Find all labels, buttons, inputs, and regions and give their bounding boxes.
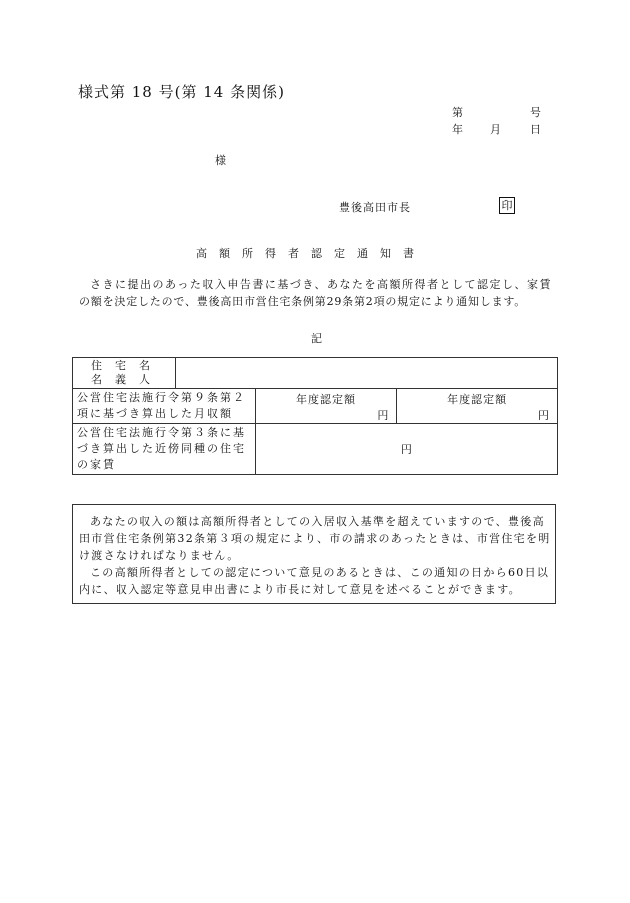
income-label-line-2: 項に基づき算出した月収額 xyxy=(77,407,233,420)
income-label xyxy=(73,389,256,424)
addressee-suffix: 様 xyxy=(215,154,226,167)
rent-label-line-2: づき算出した近傍同種の住宅 xyxy=(77,442,246,455)
rent-yen-unit: 円 xyxy=(255,424,557,475)
notice-box xyxy=(72,504,556,604)
date-day: 日 xyxy=(530,123,541,136)
holder-name-label: 名義人 xyxy=(91,373,163,386)
number-suffix: 号 xyxy=(530,106,541,119)
seal-mark: 印 xyxy=(499,197,515,214)
yen-unit-1: 円 xyxy=(377,408,389,422)
number-prefix: 第 xyxy=(452,106,463,119)
ki-heading: 記 xyxy=(311,332,322,345)
income-label-line-1: 公営住宅法施行令第９条第２ xyxy=(77,391,246,404)
notice-paragraph-2: この高額所得者としての認定について意見のあるときは、この通知の日から60日以内に、収入認定等意見申出書により市長に対して意見を述べることができます。 xyxy=(79,566,550,596)
issuer-name: 豊後高田市長 xyxy=(339,201,411,214)
housing-label xyxy=(73,358,176,389)
document-title: 高額所得者認定通知書 xyxy=(196,247,426,260)
record-table xyxy=(72,357,558,475)
row-housing xyxy=(73,358,558,389)
date-month: 月 xyxy=(490,123,501,136)
income-cell-1 xyxy=(255,389,397,424)
row-income xyxy=(73,389,558,424)
date-year: 年 xyxy=(452,123,463,136)
rent-label xyxy=(73,424,256,475)
body-line-2: の額を決定したので、豊後高田市営住宅条例第29条第2項の規定により通知します。 xyxy=(79,295,527,308)
body-line-1: さきに提出のあった収入申告書に基づき、あなたを高額所得者として認定し、家賃 xyxy=(90,278,552,291)
income-cell-2 xyxy=(397,389,558,424)
yen-unit-2: 円 xyxy=(538,408,549,422)
body-text xyxy=(79,276,557,310)
row-rent xyxy=(73,424,558,475)
fiscal-year-amount-header-1: 年度認定額 xyxy=(295,392,356,406)
fiscal-year-amount-header-2: 年度認定額 xyxy=(447,392,508,406)
rent-label-line-3: の家賃 xyxy=(77,458,116,471)
rent-label-line-1: 公営住宅法施行令第３条に基 xyxy=(77,426,246,439)
notice-paragraph-1: あなたの収入の額は高額所得者としての入居収入基準を超えていますので、豊後高田市営住宅条例第32条第３項の規定により、市の請求のあったときは、市営住宅を明け渡さなければなりません。 xyxy=(79,515,551,562)
housing-name-label: 住宅名 xyxy=(91,359,163,372)
housing-value-cell xyxy=(175,358,557,389)
form-number-title: 様式第 18 号(第 14 条関係) xyxy=(78,83,285,101)
